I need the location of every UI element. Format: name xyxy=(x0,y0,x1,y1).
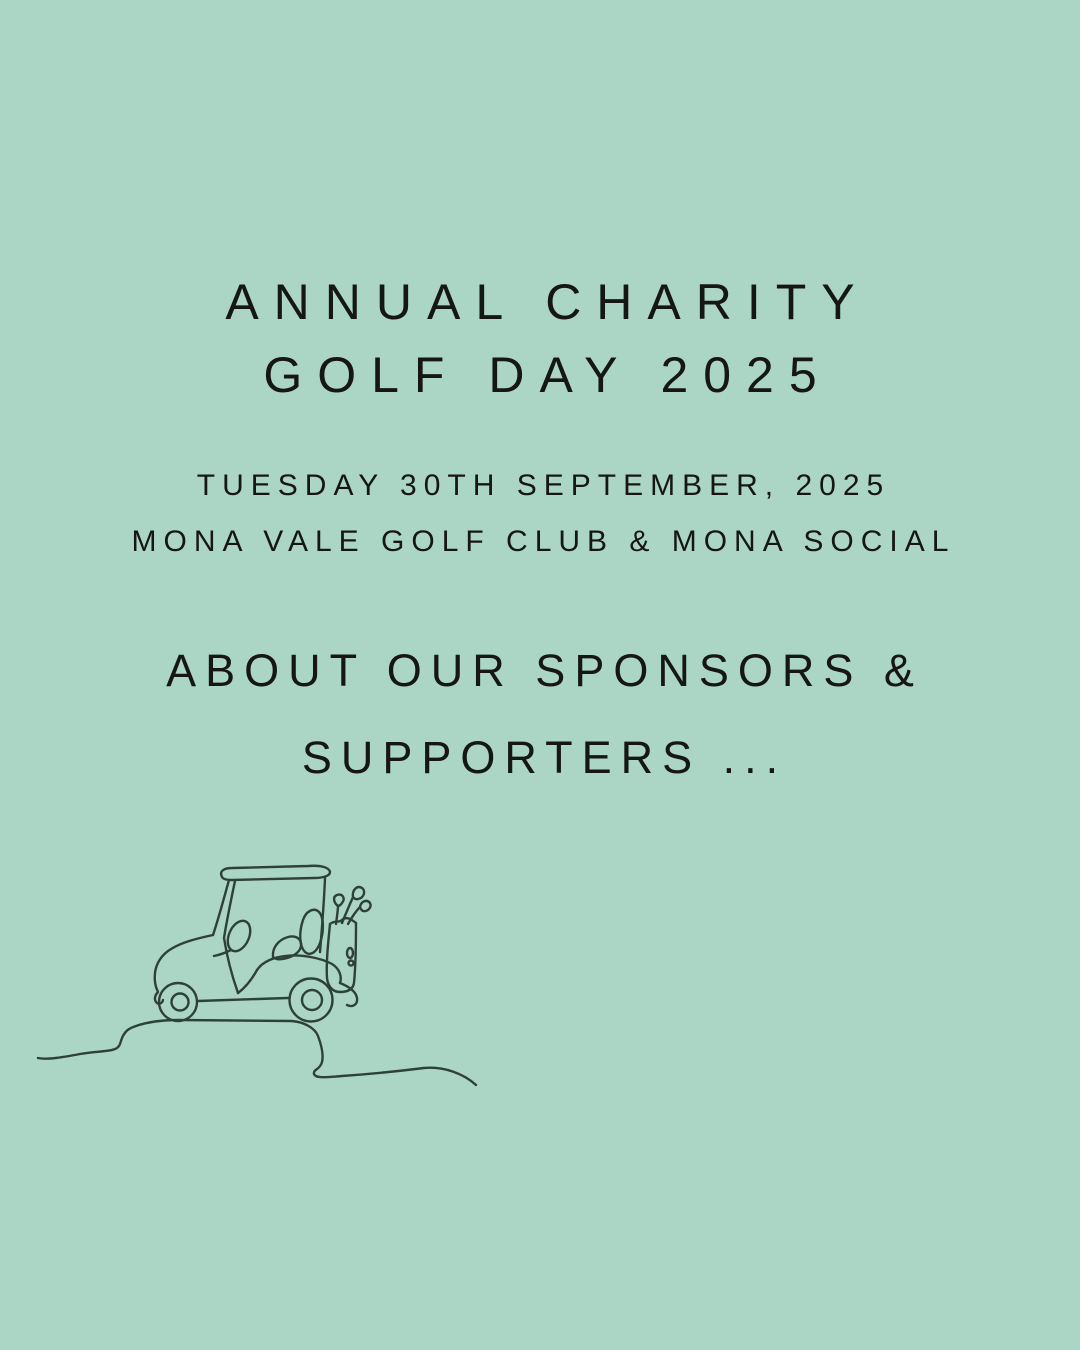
event-date: TUESDAY 30TH SEPTEMBER, 2025 xyxy=(196,469,891,502)
title-line-2: GOLF DAY 2025 xyxy=(263,347,832,403)
golf-bag xyxy=(327,887,371,992)
ground-line xyxy=(38,1020,476,1085)
golf-cart-illustration xyxy=(20,840,500,1100)
section-heading-line-2: SUPPORTERS ... xyxy=(301,732,788,783)
golf-cart-front-wheel xyxy=(159,983,197,1021)
event-venue: MONA VALE GOLF CLUB & MONA SOCIAL xyxy=(131,525,956,558)
section-heading-line-1: ABOUT OUR SPONSORS & xyxy=(166,645,923,696)
golf-cart-steering-wheel xyxy=(214,917,255,956)
golf-cart-rear-wheel xyxy=(290,979,333,1022)
title-line-1: ANNUAL CHARITY xyxy=(225,274,870,330)
